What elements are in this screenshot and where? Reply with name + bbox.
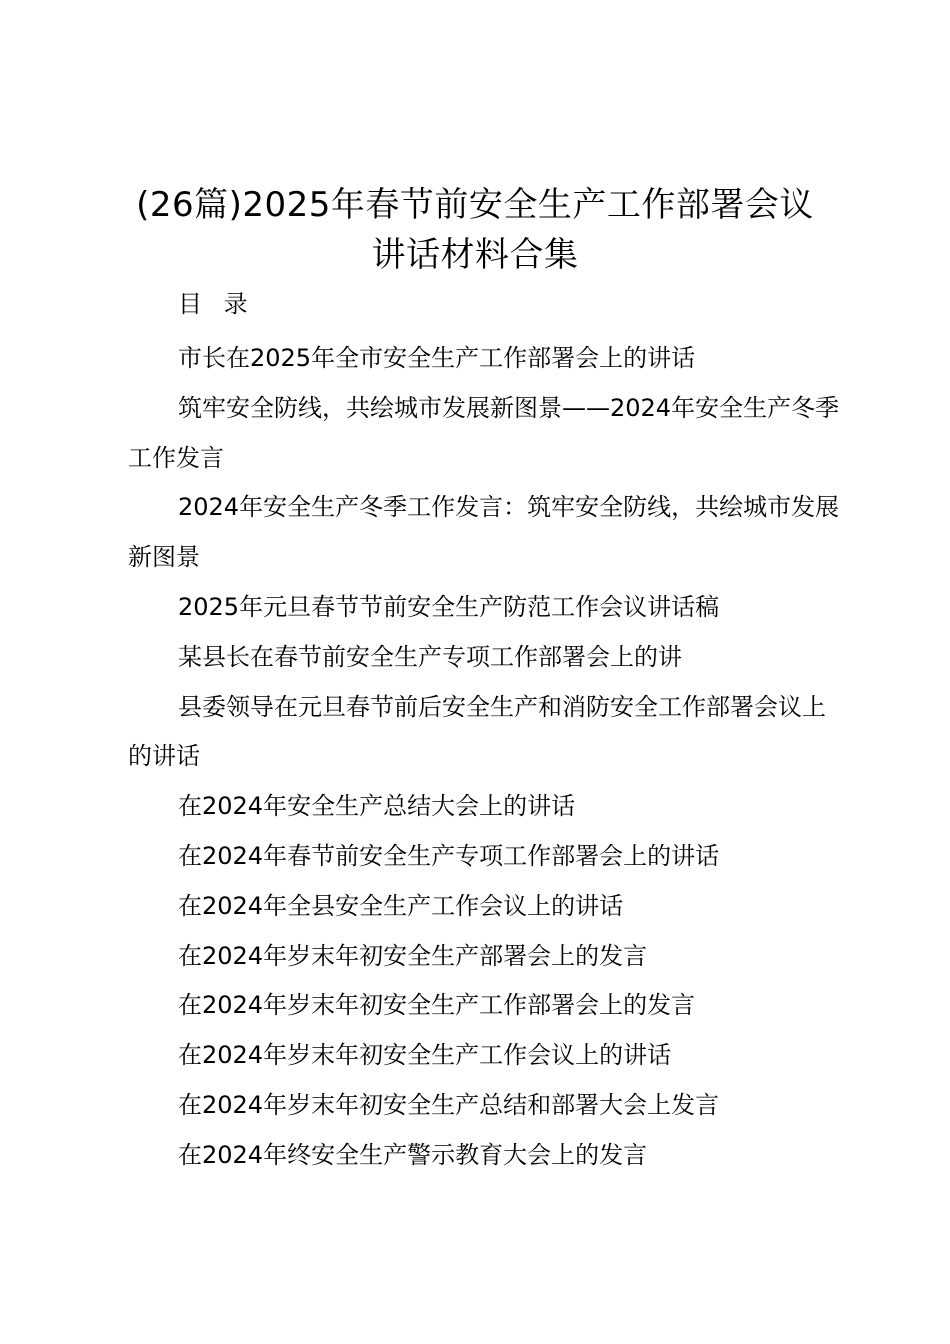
toc-entry: 某县长在春节前安全生产专项工作部署会上的讲 bbox=[178, 642, 682, 671]
document-title-line-1: (26篇)2025年春节前安全生产工作部署会议 bbox=[136, 185, 814, 225]
toc-heading: 目 录 bbox=[178, 290, 248, 318]
toc-entry: 2024年安全生产冬季工作发言：筑牢安全防线，共绘城市发展新图景 bbox=[128, 493, 840, 572]
toc-entry: 2025年元旦春节节前安全生产防范工作会议讲话稿 bbox=[178, 592, 720, 621]
toc-entry: 在2024年岁末年初安全生产工作会议上的讲话 bbox=[178, 1041, 672, 1070]
toc-entry: 在2024年春节前安全生产专项工作部署会上的讲话 bbox=[178, 841, 720, 870]
toc-entry: 在2024年岁末年初安全生产部署会上的发言 bbox=[178, 941, 648, 970]
toc-entry: 在2024年岁末年初安全生产总结和部署大会上发言 bbox=[178, 1090, 720, 1119]
toc-entry: 县委领导在元旦春节前后安全生产和消防安全工作部署会议上的讲话 bbox=[128, 692, 826, 771]
toc-list bbox=[128, 334, 840, 1181]
toc-entry: 市长在2025年全市安全生产工作部署会上的讲话 bbox=[178, 344, 696, 372]
toc-entry: 在2024年全县安全生产工作会议上的讲话 bbox=[178, 891, 624, 920]
toc-entry: 在2024年终安全生产警示教育大会上的发言 bbox=[178, 1140, 648, 1169]
toc-entry: 筑牢安全防线，共绘城市发展新图景——2024年安全生产冬季工作发言 bbox=[128, 393, 840, 472]
toc-entry: 在2024年岁末年初安全生产工作部署会上的发言 bbox=[178, 991, 696, 1020]
toc-entry: 在2024年安全生产总结大会上的讲话 bbox=[178, 792, 576, 821]
document-title-line-2: 讲话材料合集 bbox=[371, 235, 579, 275]
